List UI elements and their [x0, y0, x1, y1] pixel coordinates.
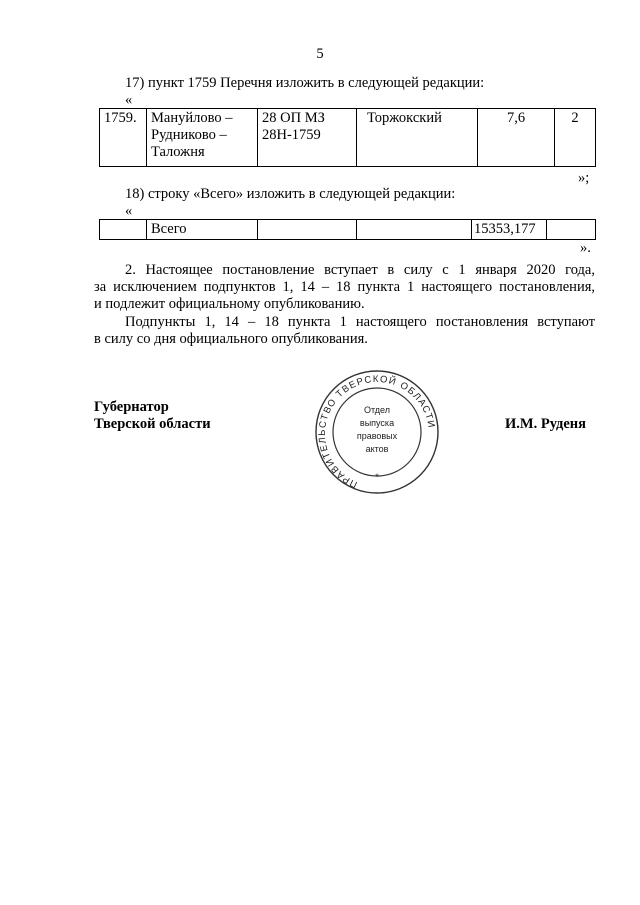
road-name-line: Рудниково – [151, 127, 227, 143]
row-number-cell [100, 109, 147, 167]
page-number: 5 [316, 46, 324, 62]
road-name-line: Мануйлово – [151, 110, 233, 126]
district-cell [357, 109, 478, 167]
road-code-line: 28Н-1759 [262, 127, 321, 143]
item17-table [99, 108, 596, 167]
signature-title-line1: Губернатор [94, 399, 169, 415]
total-label: Всего [151, 221, 187, 237]
length-cell [478, 109, 555, 167]
official-stamp [312, 369, 442, 495]
stamp-inner-line: выпуска [359, 418, 395, 428]
road-name-cell [147, 109, 258, 167]
stamp-inner-line: актов [365, 444, 389, 454]
stamp-inner-line: правовых [356, 431, 398, 441]
category-cell [547, 220, 596, 240]
item17-close-quote: »; [578, 170, 590, 186]
road-code-cell [258, 109, 357, 167]
district: Торжокский [367, 110, 442, 126]
table-row [100, 109, 596, 167]
paragraph2-line2: за исключением подпунктов 1, 14 – 18 пункта 1 настоящего постановления, [94, 279, 595, 295]
paragraph2-line3: и подлежит официальному опубликованию. [94, 296, 365, 312]
item18-intro: 18) строку «Всего» изложить в следующей редакции: [125, 186, 456, 202]
stamp-ring-text: ПРАВИТЕЛЬСТВО ТВЕРСКОЙ ОБЛАСТИ [316, 373, 437, 490]
stamp-star-icon: * [375, 472, 379, 482]
paragraph3-line2: в силу со дня официального опубликования. [94, 331, 368, 347]
category: 2 [571, 110, 579, 126]
paragraph3-line1: Подпункты 1, 14 – 18 пункта 1 настоящего постановления вступают [125, 314, 595, 330]
length-cell [472, 220, 547, 240]
road-name-cell [147, 220, 258, 240]
district-cell [357, 220, 472, 240]
total-length: 15353,177 [474, 221, 536, 237]
stamp-inner-line: Отдел [363, 405, 391, 415]
row-number: 1759. [104, 110, 137, 126]
road-code-cell [258, 220, 357, 240]
signature-title-line2: Тверской области [94, 416, 211, 432]
item17-intro: 17) пункт 1759 Перечня изложить в следующей редакции: [125, 75, 485, 91]
item18-table [99, 219, 596, 240]
signature-name: И.М. Руденя [505, 416, 587, 432]
road-code-line: 28 ОП МЗ [262, 110, 325, 126]
item17-open-quote: « [125, 92, 133, 108]
length: 7,6 [506, 110, 526, 126]
paragraph2-line1: 2. Настоящее постановление вступает в силу с 1 января 2020 года, [125, 262, 595, 278]
road-name-line: Таложня [151, 144, 205, 160]
item18-close-quote: ». [580, 240, 591, 256]
category-cell [555, 109, 596, 167]
item18-open-quote: « [125, 203, 133, 219]
row-number-cell [100, 220, 147, 240]
table-row [100, 220, 596, 240]
